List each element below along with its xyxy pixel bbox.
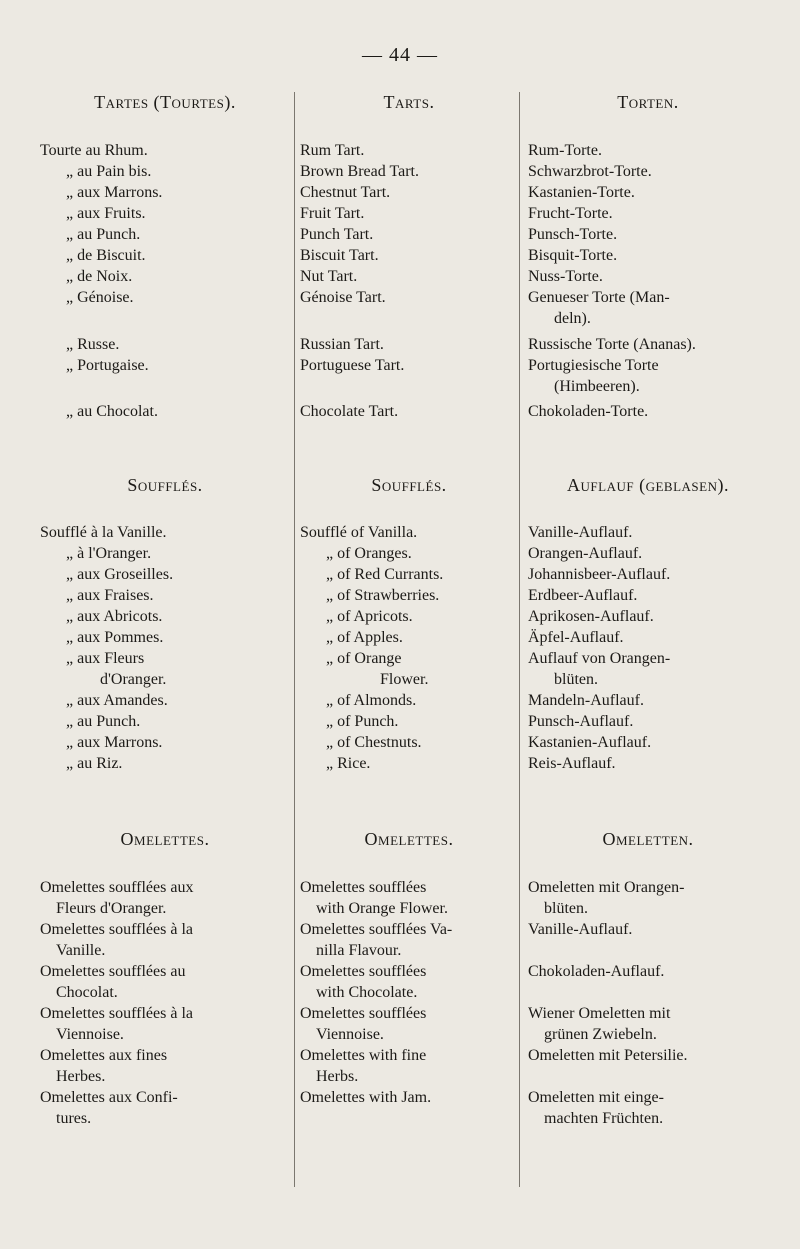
menu-item-continuation: blüten.: [544, 900, 588, 917]
menu-item: [40, 919, 290, 961]
menu-item: „ of Chestnuts.: [326, 734, 422, 751]
menu-item: Punsch-Auflauf.: [528, 713, 634, 730]
menu-item: „ Russe.: [66, 336, 120, 353]
menu-item: „ of Almonds.: [326, 692, 417, 709]
menu-item: [40, 1045, 290, 1087]
menu-item: Portugiesische Torte: [528, 357, 659, 374]
menu-item: „ of Punch.: [326, 713, 399, 730]
section-heading: Torten.: [617, 92, 679, 112]
menu-item: Génoise Tart.: [300, 289, 386, 306]
menu-item: Nuss-Torte.: [528, 268, 603, 285]
menu-item: Fruit Tart.: [300, 205, 365, 222]
menu-item: d'Oranger.: [100, 671, 167, 688]
section-heading: Tarts.: [383, 92, 435, 112]
menu-item: „ aux Fleurs: [66, 650, 145, 667]
menu-item: Russische Torte (Ananas).: [528, 336, 696, 353]
column-french: [40, 92, 290, 1202]
menu-item: „ à l'Oranger.: [66, 545, 152, 562]
menu-item: [40, 1087, 290, 1129]
menu-item: „ au Chocolat.: [66, 403, 158, 420]
menu-item: [528, 961, 768, 982]
menu-item: „ of Orange: [326, 650, 402, 667]
menu-item: Äpfel-Auflauf.: [528, 629, 624, 646]
menu-item: Brown Bread Tart.: [300, 163, 419, 180]
menu-item: [300, 877, 518, 919]
menu-item-continuation: nilla Flavour.: [316, 942, 402, 959]
menu-item-line: Omeletten mit Petersilie.: [528, 1047, 688, 1064]
menu-item: [40, 877, 290, 919]
menu-item: Johannisbeer-Auflauf.: [528, 566, 671, 583]
menu-item: [300, 1087, 518, 1108]
menu-item: „ aux Pommes.: [66, 629, 164, 646]
menu-item: Nut Tart.: [300, 268, 358, 285]
menu-item-line: Omeletten mit Orangen-: [528, 879, 685, 896]
menu-item: „ of Apricots.: [326, 608, 413, 625]
menu-item: Aprikosen-Auflauf.: [528, 608, 654, 625]
menu-item-line: Omelettes soufflées Va-: [300, 921, 453, 938]
menu-item: „ of Apples.: [326, 629, 403, 646]
menu-item: Vanille-Auflauf.: [528, 524, 633, 541]
section-heading: Tartes (Tourtes).: [94, 92, 236, 112]
menu-item: Orangen-Auflauf.: [528, 545, 643, 562]
menu-item-line: Omelettes soufflées à la: [40, 921, 193, 938]
menu-item-continuation: Herbes.: [56, 1068, 106, 1085]
column-english: [300, 92, 518, 1202]
menu-item: [528, 1087, 768, 1129]
menu-item: „ de Noix.: [66, 268, 133, 285]
menu-item: Chokoladen-Torte.: [528, 403, 649, 420]
menu-item-continuation: Chocolat.: [56, 984, 118, 1001]
menu-item: „ au Punch.: [66, 226, 141, 243]
section-heading: Omeletten.: [602, 829, 694, 849]
menu-item: „ au Pain bis.: [66, 163, 152, 180]
menu-item: Soufflé of Vanilla.: [300, 524, 418, 541]
menu-item: [300, 1045, 518, 1087]
menu-item: Auflauf von Orangen-: [528, 650, 671, 667]
menu-item: „ Portugaise.: [66, 357, 149, 374]
menu-item: Chocolate Tart.: [300, 403, 399, 420]
menu-item-line: Omeletten mit einge-: [528, 1089, 664, 1106]
menu-item: „ of Red Currants.: [326, 566, 444, 583]
menu-item-line: Wiener Omeletten mit: [528, 1005, 671, 1022]
menu-item-line: Omelettes aux fines: [40, 1047, 168, 1064]
menu-item-line: Omelettes with fine: [300, 1047, 427, 1064]
section-heading: Soufflés.: [371, 475, 447, 495]
menu-item-line: Omelettes soufflées au: [40, 963, 186, 980]
column-german: [528, 92, 768, 1202]
menu-item: Portuguese Tart.: [300, 357, 405, 374]
menu-item: Genueser Torte (Man-: [528, 289, 670, 306]
menu-item: Biscuit Tart.: [300, 247, 379, 264]
section-heading: Auflauf (geblasen).: [567, 475, 729, 495]
menu-item-continuation: Viennoise.: [316, 1026, 384, 1043]
menu-item: Rum-Torte.: [528, 142, 602, 159]
menu-item: [528, 1045, 768, 1066]
menu-item-line: Omelettes soufflées: [300, 1005, 427, 1022]
menu-item: Flower.: [380, 671, 429, 688]
menu-item-line: Omelettes soufflées: [300, 879, 427, 896]
menu-item: (Himbeeren).: [554, 378, 640, 395]
menu-item: Soufflé à la Vanille.: [40, 524, 167, 541]
menu-item: „ aux Fruits.: [66, 205, 146, 222]
menu-item-line: Omelettes soufflées à la: [40, 1005, 193, 1022]
menu-item: [40, 1003, 290, 1045]
menu-item: Bisquit-Torte.: [528, 247, 618, 264]
menu-item-continuation: tures.: [56, 1110, 92, 1127]
column-divider: [519, 92, 520, 1187]
menu-item-continuation: machten Früchten.: [544, 1110, 664, 1127]
menu-item-continuation: with Orange Flower.: [316, 900, 448, 917]
menu-item: Frucht-Torte.: [528, 205, 613, 222]
menu-item: Punsch-Torte.: [528, 226, 618, 243]
menu-item-continuation: with Chocolate.: [316, 984, 418, 1001]
menu-item-line: Omelettes soufflées aux: [40, 879, 194, 896]
menu-item: Kastanien-Auflauf.: [528, 734, 652, 751]
section-heading: Soufflés.: [127, 475, 203, 495]
menu-item: Chestnut Tart.: [300, 184, 391, 201]
menu-item: Punch Tart.: [300, 226, 374, 243]
menu-item: blüten.: [554, 671, 598, 688]
menu-item: [40, 961, 290, 1003]
menu-item: „ of Strawberries.: [326, 587, 440, 604]
menu-item: deln).: [554, 310, 591, 327]
menu-item: „ au Riz.: [66, 755, 123, 772]
menu-item: [528, 877, 768, 919]
menu-item: [300, 961, 518, 1003]
menu-item: „ aux Abricots.: [66, 608, 163, 625]
menu-item: „ aux Fraises.: [66, 587, 154, 604]
menu-item: „ aux Groseilles.: [66, 566, 174, 583]
menu-item: [300, 1003, 518, 1045]
menu-item: „ aux Amandes.: [66, 692, 168, 709]
menu-item-line: Omelettes with Jam.: [300, 1089, 432, 1106]
menu-item-continuation: Vanille.: [56, 942, 106, 959]
menu-item: [528, 1003, 768, 1045]
menu-item: „ de Biscuit.: [66, 247, 146, 264]
menu-item: Mandeln-Auflauf.: [528, 692, 644, 709]
menu-item: Tourte au Rhum.: [40, 142, 148, 159]
menu-item: [300, 919, 518, 961]
menu-item: [528, 919, 768, 940]
menu-item: „ aux Marrons.: [66, 184, 163, 201]
menu-item: Reis-Auflauf.: [528, 755, 616, 772]
menu-item: „ aux Marrons.: [66, 734, 163, 751]
menu-item-line: Chokoladen-Auflauf.: [528, 963, 665, 980]
column-divider: [294, 92, 295, 1187]
menu-item: „ au Punch.: [66, 713, 141, 730]
menu-item: „ Rice.: [326, 755, 371, 772]
menu-item: Erdbeer-Auflauf.: [528, 587, 638, 604]
menu-item-line: Omelettes soufflées: [300, 963, 427, 980]
menu-item: Kastanien-Torte.: [528, 184, 635, 201]
menu-item-continuation: Viennoise.: [56, 1026, 124, 1043]
section-heading: Omelettes.: [120, 829, 210, 849]
menu-item-line: Omelettes aux Confi-: [40, 1089, 178, 1106]
menu-item: Schwarzbrot-Torte.: [528, 163, 652, 180]
menu-item: Russian Tart.: [300, 336, 384, 353]
menu-item: Rum Tart.: [300, 142, 365, 159]
menu-item: „ Génoise.: [66, 289, 134, 306]
menu-item: „ of Oranges.: [326, 545, 412, 562]
menu-item-continuation: Herbs.: [316, 1068, 359, 1085]
menu-item-continuation: grünen Zwiebeln.: [544, 1026, 657, 1043]
menu-item-continuation: Fleurs d'Oranger.: [56, 900, 167, 917]
menu-item-line: Vanille-Auflauf.: [528, 921, 633, 938]
section-heading: Omelettes.: [364, 829, 454, 849]
page-number: — 44 —: [362, 44, 438, 66]
